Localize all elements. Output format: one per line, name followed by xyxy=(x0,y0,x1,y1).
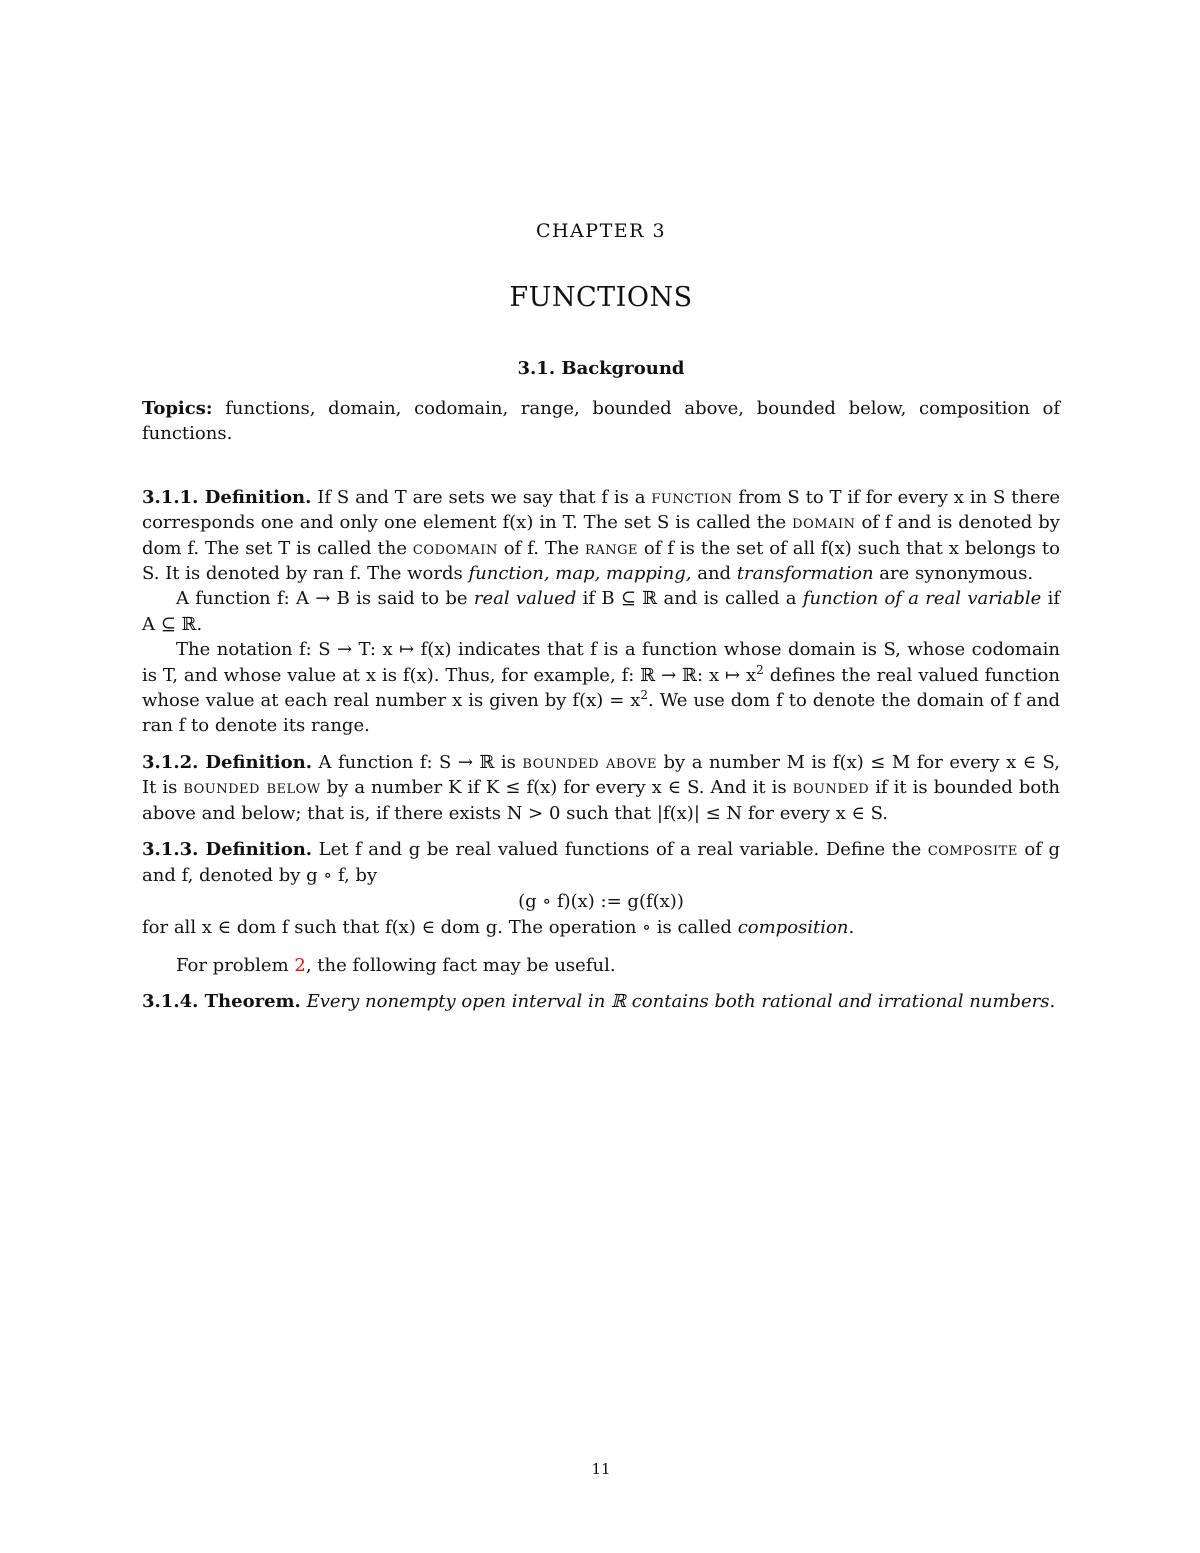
superscript: 2 xyxy=(640,688,649,703)
text-span: are synonymous. xyxy=(879,563,1034,585)
keyword-bounded-below: bounded below xyxy=(183,777,321,799)
text-span: by a number M is f(x) ≤ M for every x ∈ S, It is xyxy=(142,751,1060,799)
text-span: , the following fact may be useful. xyxy=(305,954,616,976)
text-span: A function f: S → ℝ is xyxy=(318,751,516,773)
page xyxy=(142,0,1060,1553)
text-span: by a number K if K ≤ f(x) for every x ∈ S. And it is xyxy=(326,777,787,799)
page-number: 11 xyxy=(591,1460,611,1478)
text-span: For problem xyxy=(176,954,289,976)
text-span: of f is the set of all f(x) such that x belongs to S. It is denoted by ran f. The words xyxy=(142,537,1060,585)
emphasis-text: real valued xyxy=(473,588,577,610)
text-span: if B ⊆ ℝ and is called a xyxy=(582,588,797,610)
text-span: of g and f, denoted by g ∘ f, by xyxy=(142,839,1061,886)
definition-3-1-2 xyxy=(142,750,1060,826)
keyword-range: range xyxy=(585,537,638,559)
keyword-domain: domain xyxy=(792,512,856,534)
section-title: 3.1. Background xyxy=(517,358,685,379)
text-span: of f. The xyxy=(503,537,580,559)
text-span: of f and is denoted by dom f. The set T is called the xyxy=(142,512,1060,559)
theorem-paragraph xyxy=(142,989,1060,1014)
text-span: A function f: A → B is said to be xyxy=(176,588,468,610)
topics-label: Topics: xyxy=(142,398,213,419)
emphasis-text: composition. xyxy=(737,917,855,939)
text-span: Let f and g be real valued functions of a real variable. Define the xyxy=(318,839,922,861)
problem-link[interactable]: 2 xyxy=(294,954,306,976)
definition-paragraph xyxy=(142,750,1060,826)
note-paragraph xyxy=(142,953,1060,978)
topics-paragraph xyxy=(142,396,1060,447)
chapter-title: FUNCTIONS xyxy=(509,282,693,313)
text-span: The notation f: S → T: x ↦ f(x) indicates that f is a function whose domain is S, whose codomain is T, and whose value at x is f(x). Thus, for example, f: ℝ → ℝ: x ↦ x xyxy=(142,639,1060,686)
keyword-codomain: codomain xyxy=(412,537,498,559)
definition-3-1-1 xyxy=(142,485,1060,739)
page-body xyxy=(142,396,1060,1026)
keyword-bounded-above: bounded above xyxy=(522,751,658,773)
text-span: if A ⊆ ℝ. xyxy=(142,588,1061,635)
superscript: 2 xyxy=(756,662,764,677)
theorem-text: Every nonempty open interval in ℝ contains both rational and irrational numbers. xyxy=(306,991,1056,1013)
theorem-3-1-4 xyxy=(142,989,1060,1014)
definition-3-1-3 xyxy=(142,837,1060,978)
text-span: if it is bounded both above and below; that is, if there exists N > 0 such that |f(x)| ≤ N for every x ∈ S. xyxy=(142,777,1060,824)
definition-paragraph xyxy=(142,915,1060,940)
definition-paragraph xyxy=(142,586,1060,637)
keyword-composite: composite xyxy=(927,839,1018,861)
definition-heading: 3.1.1. Definition. xyxy=(142,486,312,508)
keyword-bounded: bounded xyxy=(792,777,870,799)
text-span: defines the real valued function whose value at each real number x is given by f(x) = x xyxy=(142,664,1060,712)
display-equation: (g ∘ f)(x) := g(f(x)) xyxy=(518,890,684,912)
definition-heading: 3.1.2. Definition. xyxy=(142,751,312,773)
emphasis-text: function of a real variable xyxy=(802,588,1042,610)
text-span: and xyxy=(697,563,732,585)
text-span: from S to T if for every x in S there corresponds one and only one element f(x) in T. The set S is called the xyxy=(142,486,1060,534)
definition-paragraph xyxy=(142,837,1060,888)
theorem-heading: 3.1.4. Theorem. xyxy=(142,991,301,1013)
text-span: . We use dom f to denote the domain of f and ran f to denote its range. xyxy=(142,690,1060,737)
emphasis-text: transformation xyxy=(736,563,874,585)
definition-heading: 3.1.3. Definition. xyxy=(142,839,313,861)
chapter-label: CHAPTER 3 xyxy=(535,220,667,242)
emphasis-text: function, map, mapping, xyxy=(468,563,692,585)
keyword-function: function xyxy=(651,486,733,508)
text-span: If S and T are sets we say that f is a xyxy=(317,486,646,508)
topics-text: functions, domain, codomain, range, bounded above, bounded below, composition of functions. xyxy=(142,398,1060,445)
definition-paragraph xyxy=(142,637,1060,739)
definition-paragraph xyxy=(142,485,1060,587)
text-span: for all x ∈ dom f such that f(x) ∈ dom g. The operation ∘ is called xyxy=(142,917,732,939)
